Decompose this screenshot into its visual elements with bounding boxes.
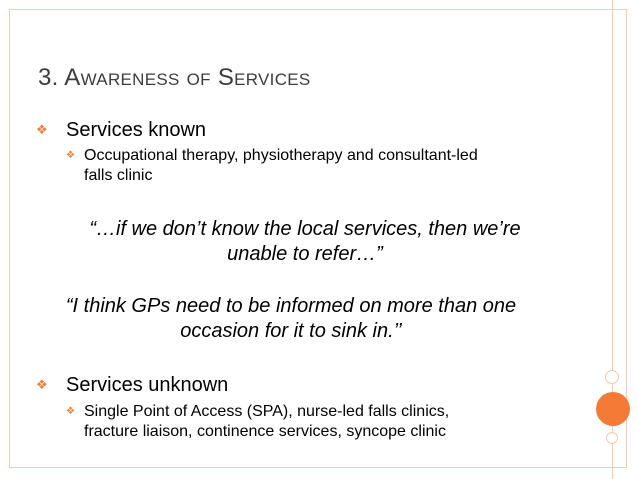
diamond-bullet-icon: ❖ — [66, 406, 75, 417]
diamond-bullet-icon: ❖ — [36, 122, 48, 137]
title-word-of: of — [186, 64, 211, 91]
bullet-text: Services unknown — [66, 374, 229, 396]
title-word-services: Services — [217, 64, 311, 91]
bullet-text: Services known — [66, 119, 207, 141]
sub-bullet-services-known — [66, 146, 546, 186]
diamond-bullet-icon: ❖ — [36, 377, 48, 392]
bullet-services-known — [36, 118, 206, 142]
title-word-awareness: Awareness — [64, 64, 180, 91]
sub-bullet-services-unknown — [66, 402, 546, 442]
slide-title — [38, 64, 311, 92]
diamond-bullet-icon: ❖ — [66, 150, 75, 161]
decorative-circle-small — [606, 432, 618, 444]
bullet-services-unknown — [36, 373, 228, 397]
quote-2: “I think GPs need to be informed on more than one occasion for it to sink in.’’ — [65, 295, 517, 342]
decorative-circle-outline — [605, 370, 619, 384]
sub-bullet-text: Single Point of Access (SPA), nurse-led falls clinics, fracture liaison, continence services, syncope clinic — [84, 403, 450, 440]
title-number: 3. — [38, 64, 59, 91]
sub-bullet-text: Occupational therapy, physiotherapy and consultant-led falls clinic — [84, 147, 478, 184]
quote-1: “…if we don’t know the local services, then we’re unable to refer…” — [89, 218, 521, 265]
decorative-circle-filled — [596, 392, 630, 426]
